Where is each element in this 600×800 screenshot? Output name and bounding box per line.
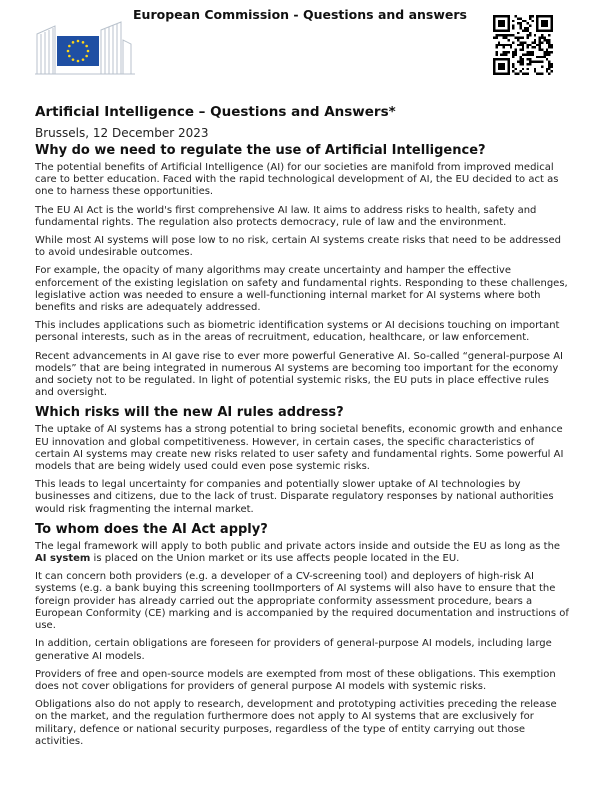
text-run: is placed on the Union market or its use affects people located in the EU. [90, 553, 460, 565]
paragraph [35, 541, 570, 565]
document-body [35, 104, 570, 754]
paragraph: For example, the opacity of many algorithms may create uncertainty and hamper the effective enforcement of the existing legislation on safety and fundamental rights. Responding to these challenges, legislative action was needed to ensure a well-functioning internal market for AI systems where both benefits and risks are adequately addressed. [35, 265, 568, 314]
paragraph: The potential benefits of Artificial Intelligence (AI) for our societies are manifold from improved medical care to better education. Faced with the rapid technological development of AI, the EU decided to act as one to harness these opportunities. [35, 162, 559, 198]
paragraph: It can concern both providers (e.g. a developer of a CV-screening tool) and deployers of high-risk AI systems (e.g. a bank buying this screening toolImporters of AI systems will also have to ensure that the foreign provider has already carried out the appropriate conformity assessment procedure, bears a European Conformity (CE) marking and is accompanied by the required documentation and instructions of use. [35, 571, 569, 632]
dateline: Brussels, 12 December 2023 [35, 126, 209, 140]
paragraph: The uptake of AI systems has a strong potential to bring societal benefits, economic growth and enhance EU innovation and global competitiveness. However, in certain cases, the specific characteristics of certain AI systems may create new risks related to user safety and fundamental rights. Some powerful AI models that are being widely used could even pose systemic risks. [35, 424, 564, 473]
bold-term: AI system [35, 553, 91, 565]
paragraph: In addition, certain obligations are foreseen for providers of general-purpose AI models, including large generative AI models. [35, 638, 552, 662]
eu-star-icon [85, 45, 88, 48]
section-heading: Why do we need to regulate the use of Artificial Intelligence? [35, 143, 486, 158]
eu-commission-logo-icon [35, 20, 135, 76]
eu-star-icon [87, 50, 90, 53]
eu-star-icon [82, 41, 85, 44]
paragraph: Recent advancements in AI gave rise to ever more powerful Generative AI. So-called “general-purpose AI models” that are being integrated in numerous AI systems are becoming too important for the economy and society not to be regulated. In light of potential systemic risks, the EU puts in place effective rules and oversight. [35, 350, 563, 399]
eu-star-icon [77, 60, 80, 63]
eu-star-icon [68, 45, 71, 48]
section-heading: To whom does the AI Act apply? [35, 521, 268, 537]
eu-star-icon [68, 55, 71, 58]
eu-star-icon [67, 50, 70, 53]
paragraph: While most AI systems will pose low to no risk, certain AI systems create risks that need to be addressed to avoid undesirable outcomes. [35, 235, 562, 259]
qr-code-icon [493, 15, 553, 75]
section-heading: Which risks will the new AI rules address? [35, 405, 344, 421]
paragraph: This includes applications such as biometric identification systems or AI decisions touching on important personal interests, such as in the areas of recruitment, education, healthcare, or law enforcement. [35, 320, 560, 344]
document-title: Artificial Intelligence – Questions and Answers* [35, 104, 396, 120]
eu-star-icon [85, 55, 88, 58]
section-risks [35, 405, 570, 515]
paragraph: Obligations also do not apply to research, development and prototyping activities preceding the release on the market, and the regulation furthermore does not apply to AI systems that are exclusively for military, defence or national security purposes, regardless of the type of entity carrying out those activities. [35, 699, 557, 747]
section-scope [35, 522, 570, 748]
eu-star-icon [72, 41, 75, 44]
paragraph: Providers of free and open-source models are exempted from most of these obligations. This exemption does not cover obligations for providers of general purpose AI models with systemic risks. [35, 668, 556, 692]
eu-star-icon [77, 40, 80, 43]
text-run: The legal framework will apply to both public and private actors inside and outside the EU as long as the [35, 540, 561, 552]
eu-star-icon [82, 58, 85, 61]
section-why-regulate [35, 143, 570, 399]
page-header-title: European Commission - Questions and answers [133, 7, 467, 22]
eu-star-icon [72, 58, 75, 61]
paragraph: This leads to legal uncertainty for companies and potentially slower uptake of AI technologies by businesses and citizens, due to the lack of trust. Disparate regulatory responses by national authorities would risk fragmenting the internal market. [35, 479, 554, 515]
paragraph: The EU AI Act is the world's first comprehensive AI law. It aims to address risks to health, safety and fundamental rights. The regulation also protects democracy, rule of law and the environment. [35, 204, 537, 228]
